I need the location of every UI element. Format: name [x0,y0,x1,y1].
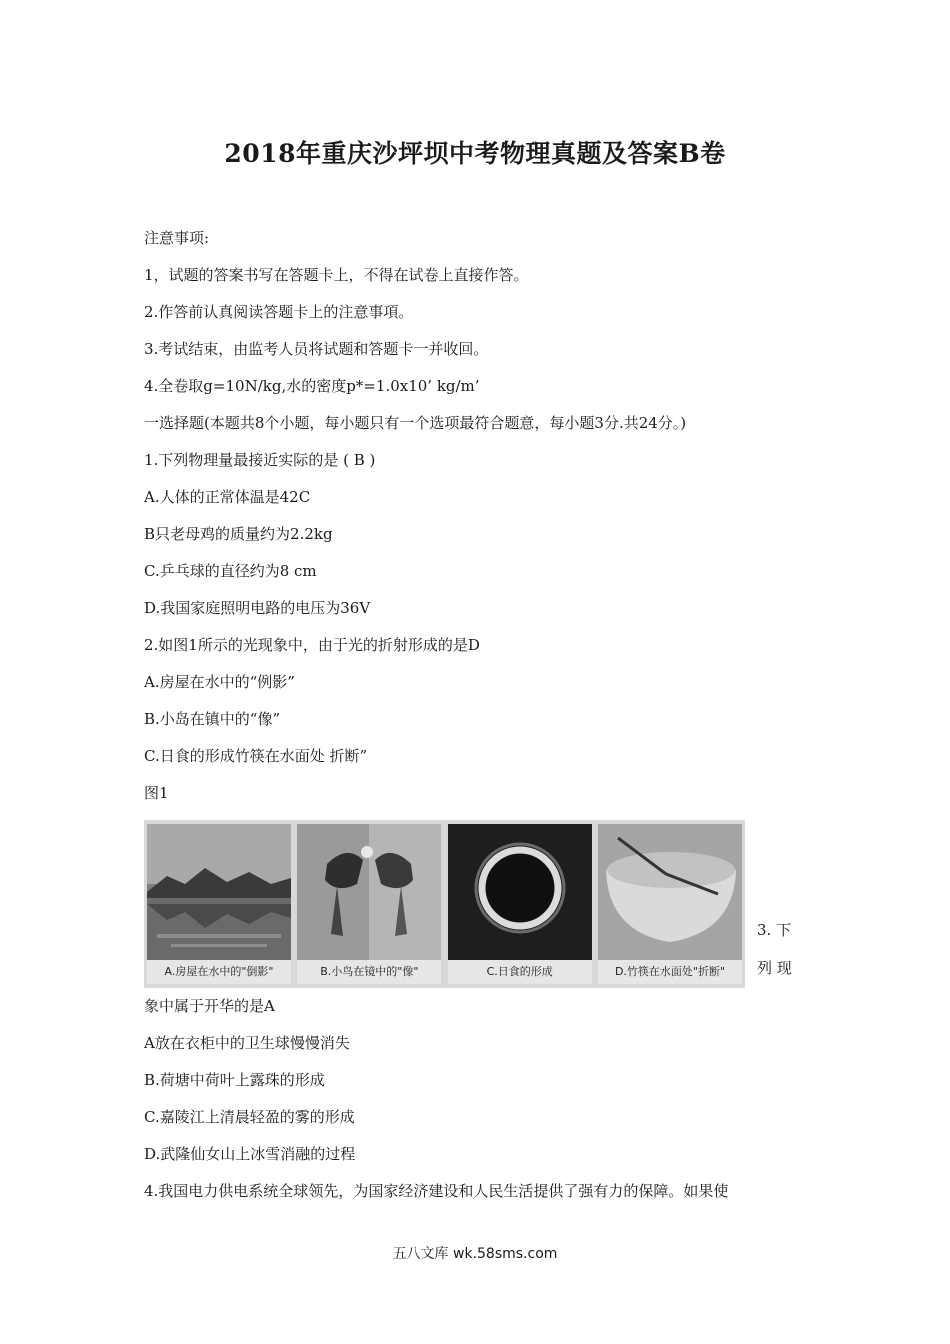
caption-c: C.日食的形成 [448,960,592,984]
section-heading: 一选择题(本题共8个小题，每小题只有一个选项最符合题意，每小题3分.共24分。) [144,414,687,432]
photo-eclipse [448,824,592,984]
question-4: 4.我国电力供电系统全球领先，为国家经济建设和人民生活提供了强有力的保障。如果使 [144,1182,729,1200]
figure-1 [144,820,745,988]
note-line-4: 4.全卷取g=10N/kg,水的密度p*=1.0x10’ kg/m’ [144,377,480,395]
q3-side-text-2: 列 现 [757,959,792,977]
note-line-2: 2.作答前认真阅读答题卡上的注意事項。 [144,303,414,321]
photo-reflection [147,824,291,984]
q1-option-d: D.我国家庭照明电路的电压为36V [144,599,371,617]
q2-option-a: A.房屋在水中的“例影” [144,673,295,691]
page-footer: 五八文库 wk.58sms.com [392,1246,558,1262]
q1-option-b: B只老母鸡的质量约为2.2kg [144,525,333,543]
caption-a: A.房屋在水中的"倒影" [147,960,291,984]
reflection-image [147,824,291,960]
note-line-3: 3.考试结束，由监考人员将试题和答题卡一并收回。 [144,340,489,358]
caption-d: D.竹筷在水面处"折断" [598,960,742,984]
notes-heading: 注意事项: [144,229,210,247]
question-1: 1.下列物理量最接近实际的是 ( B ) [144,451,376,469]
q3-option-a: A放在衣柜中的卫生球慢慢消失 [144,1034,350,1052]
q3-option-c: C.嘉陵江上清晨轻盈的雾的形成 [144,1108,355,1126]
question-3-cont: 象中属于开华的是A [144,997,275,1015]
photo-chopstick [598,824,742,984]
q3-option-b: B.荷塘中荷叶上露珠的形成 [144,1071,325,1089]
chopstick-bowl-image [598,824,742,960]
q2-option-b: B.小岛在镇中的“像” [144,710,281,728]
figure-label: 图1 [144,784,169,802]
q2-option-c: C.日食的形成竹筷在水面处 折断” [144,747,368,765]
q1-option-a: A.人体的正常体温是42C [144,488,311,506]
caption-b: B.小鸟在镜中的"像" [297,960,441,984]
bird-mirror-image [297,824,441,960]
page-title: 2018年重庆沙坪坝中考物理真题及答案B卷 [224,139,726,168]
photo-bird-mirror [297,824,441,984]
question-2: 2.如图1所示的光现象中，由于光的折射形成的是D [144,636,480,654]
q1-option-c: C.乒乓球的直径约为8 cm [144,562,317,580]
q3-side-text-1: 3. 下 [757,921,792,939]
note-line-1: 1，试题的答案书写在答题卡上，不得在试卷上直接作答。 [144,266,529,284]
eclipse-image [448,824,592,960]
q3-option-d: D.武隆仙女山上冰雪消融的过程 [144,1145,356,1163]
